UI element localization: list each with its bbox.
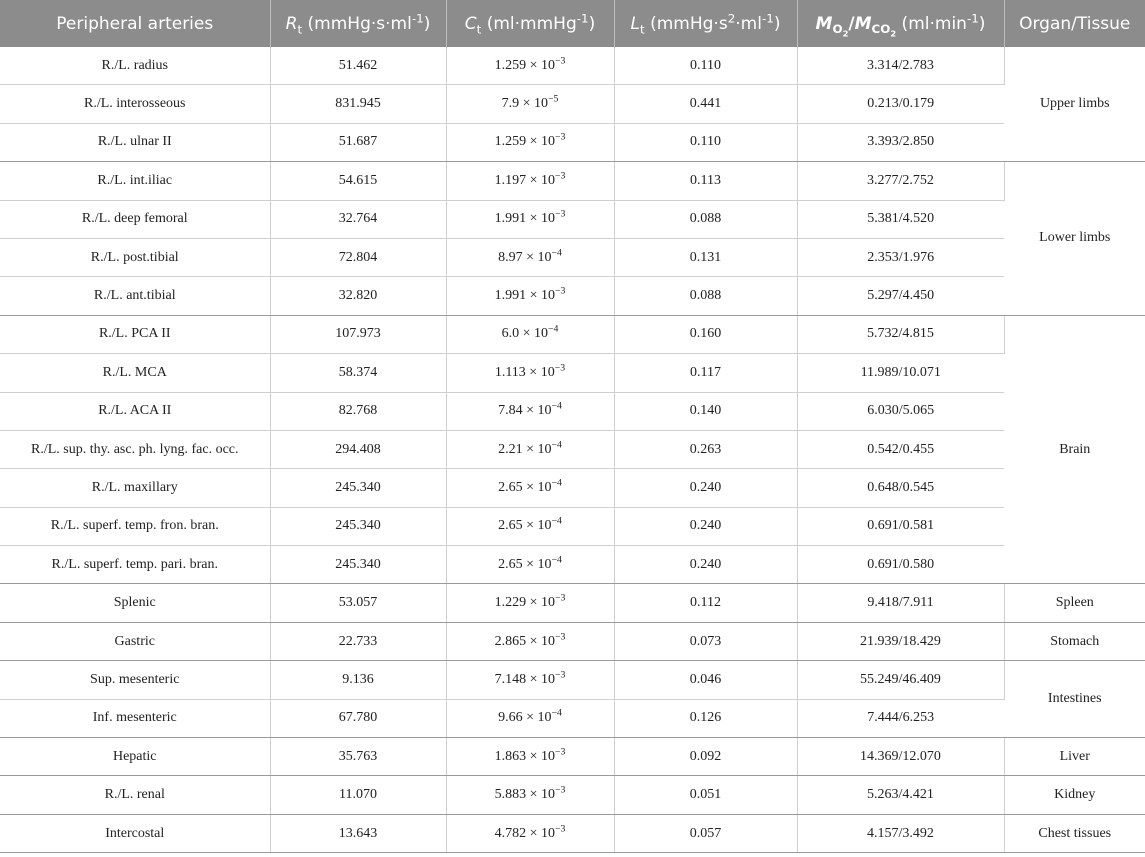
ct-cell <box>446 238 614 276</box>
mo2-mco2-cell: 14.369/12.070 <box>797 738 1004 776</box>
table-row <box>0 315 1145 353</box>
ct-exponent: −5 <box>547 93 559 105</box>
rt-cell: 35.763 <box>270 738 446 776</box>
rt-cell: 831.945 <box>270 85 446 123</box>
mo2-mco2-cell: 21.939/18.429 <box>797 622 1004 660</box>
mo2-mco2-cell: 7.444/6.253 <box>797 699 1004 737</box>
mo2-mco2-cell: 5.297/4.450 <box>797 277 1004 315</box>
ct-base: 1.991 × 10 <box>494 211 555 227</box>
ct-base: 1.197 × 10 <box>494 172 555 188</box>
ct-exponent: −4 <box>551 515 562 527</box>
rt-cell: 107.973 <box>270 315 446 353</box>
ct-exponent: −3 <box>554 170 566 182</box>
ct-base: 2.21 × 10 <box>498 441 552 457</box>
ct-cell <box>446 507 614 545</box>
artery-cell: R./L. sup. thy. asc. ph. lyng. fac. occ. <box>0 430 270 468</box>
mo2-mco2-cell: 3.393/2.850 <box>797 123 1004 161</box>
table-row <box>0 814 1145 852</box>
rt-cell: 245.340 <box>270 546 446 584</box>
ct-exponent: −3 <box>554 362 566 374</box>
mo2-mco2-cell: 55.249/46.409 <box>797 661 1004 699</box>
artery-cell: Gastric <box>0 622 270 660</box>
ct-cell <box>446 354 614 392</box>
rt-cell: 67.780 <box>270 699 446 737</box>
organ-tissue-cell: Kidney <box>1004 776 1145 814</box>
lt-cell: 0.240 <box>614 469 797 507</box>
organ-tissue-cell: Liver <box>1004 738 1145 776</box>
ct-exponent: −3 <box>554 55 566 67</box>
organ-tissue-cell: Intestines <box>1004 661 1145 738</box>
lt-cell: 0.110 <box>614 47 797 85</box>
organ-tissue-cell: Lower limbs <box>1004 162 1145 316</box>
rt-cell: 51.687 <box>270 123 446 161</box>
rt-cell: 22.733 <box>270 622 446 660</box>
ct-exponent: −4 <box>547 323 559 335</box>
lt-cell: 0.112 <box>614 584 797 622</box>
lt-cell: 0.240 <box>614 546 797 584</box>
table-row <box>0 469 1145 507</box>
organ-tissue-cell: Chest tissues <box>1004 814 1145 852</box>
ct-exponent: −3 <box>554 592 566 604</box>
ct-cell <box>446 392 614 430</box>
ct-exponent: −4 <box>551 707 562 719</box>
ct-cell <box>446 277 614 315</box>
ct-cell <box>446 47 614 85</box>
artery-cell: R./L. radius <box>0 47 270 85</box>
lt-cell: 0.046 <box>614 661 797 699</box>
artery-cell: R./L. interosseous <box>0 85 270 123</box>
ct-base: 1.991 × 10 <box>494 288 555 304</box>
mo2-mco2-cell: 3.277/2.752 <box>797 162 1004 200</box>
ct-base: 7.84 × 10 <box>498 403 552 419</box>
mo2-mco2-cell: 9.418/7.911 <box>797 584 1004 622</box>
artery-cell: R./L. post.tibial <box>0 238 270 276</box>
ct-exponent: −3 <box>554 669 566 681</box>
lt-cell: 0.240 <box>614 507 797 545</box>
ct-base: 7.9 × 10 <box>501 96 548 112</box>
rt-cell: 245.340 <box>270 507 446 545</box>
lt-cell: 0.113 <box>614 162 797 200</box>
ct-cell <box>446 123 614 161</box>
table-row <box>0 123 1145 161</box>
table-row <box>0 430 1145 468</box>
table-row <box>0 584 1145 622</box>
lt-cell: 0.126 <box>614 699 797 737</box>
mo2-mco2-cell: 0.691/0.581 <box>797 507 1004 545</box>
header-mo2-mco2: $M_{O_2}/M_{CO_2}$ $(ml\cdot\min^{-1})$ <box>797 0 1004 47</box>
ct-base: 2.865 × 10 <box>494 633 555 649</box>
table-row <box>0 85 1145 123</box>
rt-cell: 58.374 <box>270 354 446 392</box>
organ-tissue-cell: Brain <box>1004 315 1145 584</box>
table-row <box>0 699 1145 737</box>
ct-cell <box>446 738 614 776</box>
ct-exponent: −3 <box>554 822 566 834</box>
ct-exponent: −3 <box>554 630 566 642</box>
ct-cell <box>446 162 614 200</box>
rt-cell: 11.070 <box>270 776 446 814</box>
artery-cell: R./L. superf. temp. pari. bran. <box>0 546 270 584</box>
ct-exponent: −4 <box>551 438 562 450</box>
ct-base: 7.148 × 10 <box>494 671 555 687</box>
ct-base: 1.259 × 10 <box>494 134 555 150</box>
artery-cell: R./L. ACA II <box>0 392 270 430</box>
lt-cell: 0.131 <box>614 238 797 276</box>
table-row <box>0 776 1145 814</box>
ct-exponent: −3 <box>554 131 566 143</box>
ct-base: 6.0 × 10 <box>501 326 548 342</box>
artery-cell: Hepatic <box>0 738 270 776</box>
lt-cell: 0.160 <box>614 315 797 353</box>
mo2-mco2-cell: 0.542/0.455 <box>797 430 1004 468</box>
artery-cell: R./L. PCA II <box>0 315 270 353</box>
organ-tissue-cell: Stomach <box>1004 622 1145 660</box>
ct-base: 9.66 × 10 <box>498 710 552 726</box>
artery-cell: R./L. ant.tibial <box>0 277 270 315</box>
lt-cell: 0.073 <box>614 622 797 660</box>
ct-cell <box>446 584 614 622</box>
rt-cell: 72.804 <box>270 238 446 276</box>
ct-exponent: −3 <box>554 208 566 220</box>
mo2-mco2-cell: 0.213/0.179 <box>797 85 1004 123</box>
ct-cell <box>446 315 614 353</box>
lt-cell: 0.263 <box>614 430 797 468</box>
ct-exponent: −4 <box>551 554 562 566</box>
artery-cell: R./L. ulnar II <box>0 123 270 161</box>
lt-cell: 0.441 <box>614 85 797 123</box>
lt-cell: 0.088 <box>614 277 797 315</box>
ct-cell <box>446 85 614 123</box>
ct-cell <box>446 200 614 238</box>
mo2-mco2-cell: 0.648/0.545 <box>797 469 1004 507</box>
ct-base: 2.65 × 10 <box>498 479 552 495</box>
artery-cell: R./L. renal <box>0 776 270 814</box>
mo2-mco2-cell: 2.353/1.976 <box>797 238 1004 276</box>
artery-cell: Sup. mesenteric <box>0 661 270 699</box>
rt-cell: 245.340 <box>270 469 446 507</box>
ct-base: 1.259 × 10 <box>494 57 555 73</box>
ct-exponent: −3 <box>554 746 566 758</box>
artery-cell: R./L. int.iliac <box>0 162 270 200</box>
ct-base: 4.782 × 10 <box>494 825 555 841</box>
artery-cell: R./L. maxillary <box>0 469 270 507</box>
artery-cell: Splenic <box>0 584 270 622</box>
ct-cell <box>446 622 614 660</box>
header-rt: $R_t$ $(mmHg\cdot s\cdot ml^{-1})$ <box>270 0 446 47</box>
header-organ-tissue: Organ/Tissue <box>1004 0 1145 47</box>
mo2-mco2-cell: 0.691/0.580 <box>797 546 1004 584</box>
mo2-mco2-cell: 6.030/5.065 <box>797 392 1004 430</box>
ct-base: 2.65 × 10 <box>498 556 552 572</box>
mo2-mco2-cell: 3.314/2.783 <box>797 47 1004 85</box>
lt-cell: 0.110 <box>614 123 797 161</box>
ct-base: 1.229 × 10 <box>494 595 555 611</box>
lt-cell: 0.051 <box>614 776 797 814</box>
rt-cell: 51.462 <box>270 47 446 85</box>
table-row <box>0 162 1145 200</box>
mo2-mco2-cell: 11.989/10.071 <box>797 354 1004 392</box>
lt-cell: 0.117 <box>614 354 797 392</box>
ct-base: 2.65 × 10 <box>498 518 552 534</box>
table-row <box>0 238 1145 276</box>
mo2-mco2-cell: 5.732/4.815 <box>797 315 1004 353</box>
artery-cell: Inf. mesenteric <box>0 699 270 737</box>
table-row <box>0 200 1145 238</box>
table-row <box>0 622 1145 660</box>
rt-cell: 82.768 <box>270 392 446 430</box>
ct-cell <box>446 814 614 852</box>
lt-cell: 0.092 <box>614 738 797 776</box>
table-row <box>0 738 1145 776</box>
artery-cell: R./L. MCA <box>0 354 270 392</box>
table-row <box>0 546 1145 584</box>
table-row <box>0 47 1145 85</box>
rt-cell: 32.764 <box>270 200 446 238</box>
header-ct: $C_t$ (ml·mmHg$^{-1}$) <box>446 0 614 47</box>
header-peripheral-arteries: Peripheral arteries <box>0 0 270 47</box>
table-row <box>0 354 1145 392</box>
ct-cell <box>446 469 614 507</box>
artery-cell: Intercostal <box>0 814 270 852</box>
organ-tissue-cell: Spleen <box>1004 584 1145 622</box>
table-row <box>0 507 1145 545</box>
ct-exponent: −3 <box>554 285 566 297</box>
ct-cell <box>446 430 614 468</box>
ct-exponent: −3 <box>554 784 566 796</box>
rt-cell: 53.057 <box>270 584 446 622</box>
rt-cell: 294.408 <box>270 430 446 468</box>
mo2-mco2-cell: 5.381/4.520 <box>797 200 1004 238</box>
artery-cell: R./L. superf. temp. fron. bran. <box>0 507 270 545</box>
lt-cell: 0.088 <box>614 200 797 238</box>
organ-tissue-cell: Upper limbs <box>1004 47 1145 162</box>
artery-cell: R./L. deep femoral <box>0 200 270 238</box>
header-lt: $L_t$ $(mmHg\cdot s^2\cdot ml^{-1})$ <box>614 0 797 47</box>
lt-cell: 0.057 <box>614 814 797 852</box>
mo2-mco2-cell: 5.263/4.421 <box>797 776 1004 814</box>
rt-cell: 54.615 <box>270 162 446 200</box>
ct-base: 1.863 × 10 <box>494 748 555 764</box>
ct-cell <box>446 776 614 814</box>
lt-cell: 0.140 <box>614 392 797 430</box>
ct-cell <box>446 699 614 737</box>
mo2-mco2-cell: 4.157/3.492 <box>797 814 1004 852</box>
rt-cell: 13.643 <box>270 814 446 852</box>
table-row <box>0 277 1145 315</box>
table-body <box>0 47 1145 853</box>
header-row <box>0 0 1145 47</box>
ct-base: 5.883 × 10 <box>494 787 555 803</box>
table-row <box>0 392 1145 430</box>
ct-base: 1.113 × 10 <box>494 364 555 380</box>
ct-exponent: −4 <box>551 400 562 412</box>
table-row <box>0 661 1145 699</box>
rt-cell: 32.820 <box>270 277 446 315</box>
ct-exponent: −4 <box>551 477 562 489</box>
ct-exponent: −4 <box>551 246 562 258</box>
ct-base: 8.97 × 10 <box>498 249 552 265</box>
rt-cell: 9.136 <box>270 661 446 699</box>
ct-cell <box>446 546 614 584</box>
ct-cell <box>446 661 614 699</box>
